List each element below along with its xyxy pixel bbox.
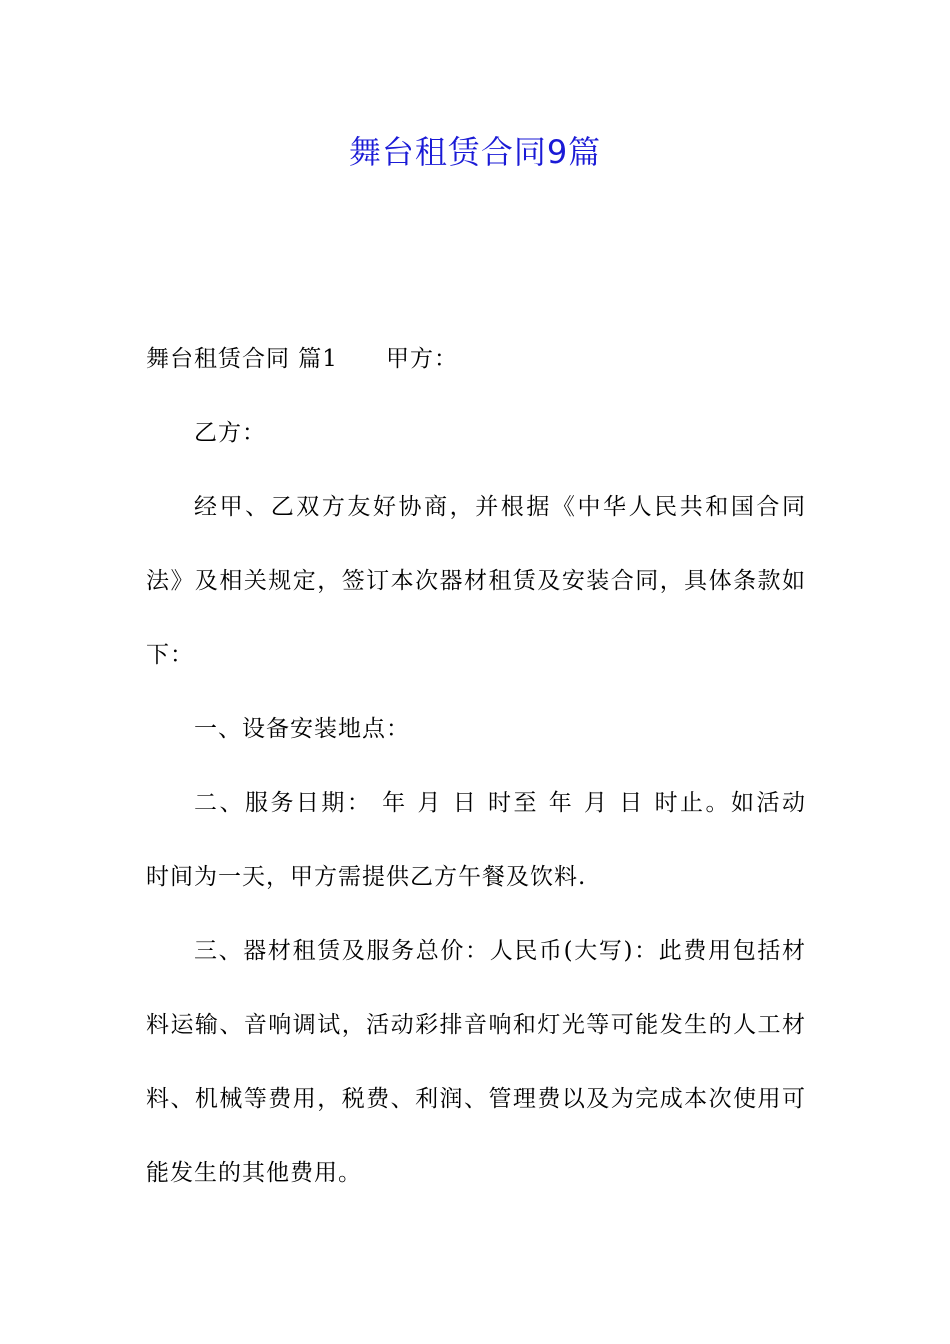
paragraph-line: 下：	[146, 642, 194, 668]
clause-location: 一、设备安装地点：	[194, 716, 410, 742]
clause-total-price: 三、器材租赁及服务总价：人民币(大写)：此费用包括材	[194, 938, 806, 964]
paragraph-line: 时间为一天，甲方需提供乙方午餐及饮料.	[146, 864, 587, 890]
paragraph-line: 法》及相关规定，签订本次器材租赁及安装合同，具体条款如	[146, 568, 806, 594]
paragraph-line: 能发生的其他费用。	[146, 1160, 362, 1186]
party-b-line	[146, 410, 806, 484]
clause-service-date: 二、服务日期： 年 月 日 时至 年 月 日 时止。如活动	[194, 790, 806, 816]
party-b-label: 乙方：	[194, 420, 266, 446]
paragraph-line: 经甲、乙双方友好协商，并根据《中华人民共和国合同	[194, 494, 806, 520]
section-heading-line	[146, 336, 806, 410]
section-heading: 舞台租赁合同 篇1	[146, 346, 338, 372]
paragraph-line: 料、机械等费用，税费、利润、管理费以及为完成本次使用可	[146, 1086, 806, 1112]
document-body	[146, 336, 806, 1224]
party-a-label: 甲方：	[385, 346, 458, 372]
document-title: 舞台租赁合同9篇	[348, 133, 602, 171]
paragraph-line: 料运输、音响调试，活动彩排音响和灯光等可能发生的人工材	[146, 1012, 806, 1038]
